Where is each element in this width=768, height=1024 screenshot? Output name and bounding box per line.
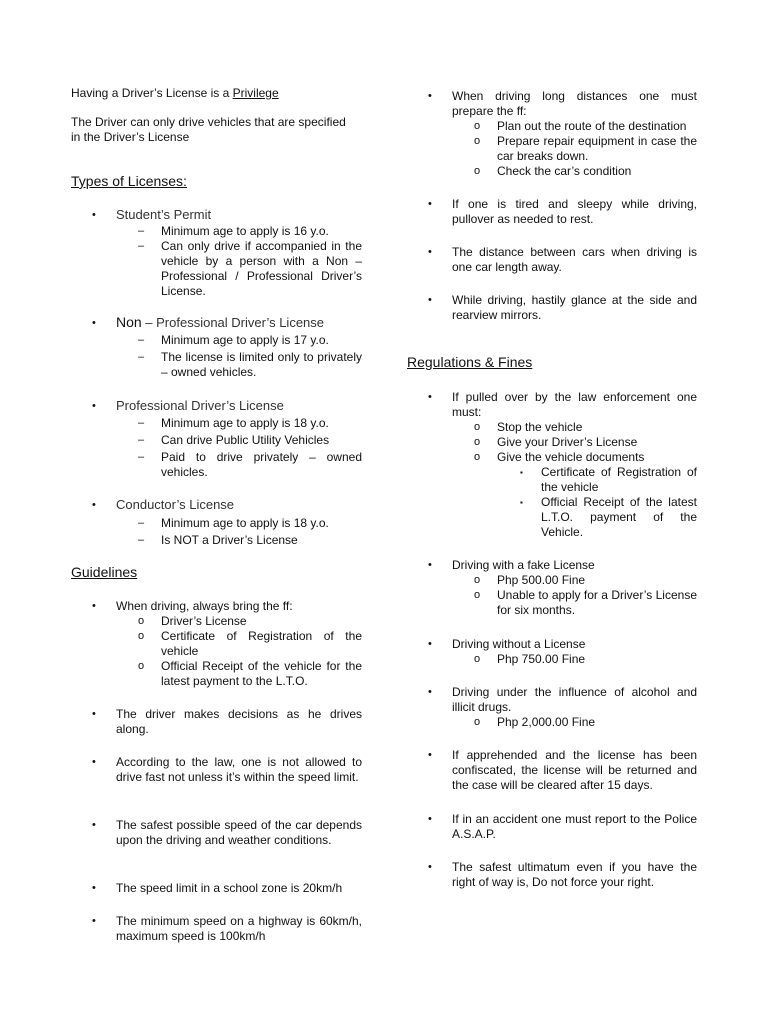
long-item-condition: Check the car’s condition (497, 164, 632, 178)
bullet-icon: • (92, 915, 96, 927)
nonpro-title-rest: – Professional Driver’s License (141, 315, 325, 330)
dash-icon: – (138, 534, 145, 546)
nonpro-item-limited: The license is limited only to privately – owned vehicles. (161, 350, 362, 379)
bullet-icon: • (428, 198, 432, 210)
bring-ff: When driving, always bring the ff: (116, 599, 293, 613)
guideline-school-zone: The speed limit in a school zone is 20km/h (116, 881, 343, 895)
influence-fine: Php 2,000.00 Fine (497, 715, 596, 729)
bullet-icon: • (428, 90, 432, 102)
square-bullet-icon: ▪ (520, 498, 523, 507)
bullet-icon: • (92, 209, 96, 221)
bullet-icon: • (92, 317, 96, 329)
bullet-icon: • (428, 246, 432, 258)
circle-bullet-icon: o (138, 615, 145, 627)
student-permit-title: Student’s Permit (116, 207, 212, 222)
bullet-icon: • (92, 499, 96, 511)
without-license: Driving without a License (452, 637, 586, 651)
circle-bullet-icon: o (474, 165, 481, 177)
guideline-tired: If one is tired and sleepy while driving, pullover as needed to rest. (452, 197, 697, 226)
dash-icon: – (138, 351, 145, 363)
bullet-icon: • (92, 708, 96, 720)
guideline-decisions: The driver makes decisions as he drives along. (116, 707, 362, 736)
bullet-icon: • (428, 686, 432, 698)
dash-icon: – (138, 451, 145, 463)
fake-fine: Php 500.00 Fine (497, 573, 586, 587)
dash-icon: – (138, 517, 145, 529)
circle-bullet-icon: o (474, 135, 481, 147)
ultimatum: The safest ultimatum even if you have the right of way is, Do not force your right. (452, 860, 697, 889)
circle-bullet-icon: o (474, 653, 481, 665)
pulled-over: If pulled over by the law enforcement one must: (452, 390, 697, 419)
conductor-license-title: Conductor’s License (116, 497, 235, 512)
pro-item-paid: Paid to drive privately – owned vehicles. (161, 450, 362, 479)
dash-icon: – (138, 434, 145, 446)
bullet-icon: • (428, 294, 432, 306)
privilege-word: Privilege (232, 86, 279, 100)
pro-license-title: Professional Driver’s License (116, 398, 284, 413)
square-bullet-icon: ▪ (520, 468, 523, 477)
bullet-icon: • (428, 861, 432, 873)
bullet-icon: • (428, 813, 432, 825)
circle-bullet-icon: o (474, 120, 481, 132)
nonpro-item-age: Minimum age to apply is 17 y.o. (161, 333, 329, 347)
pulled-item-license: Give your Driver’s License (497, 435, 638, 449)
dash-icon: – (138, 240, 145, 252)
accident: If in an accident one must report to the Police A.S.A.P. (452, 812, 697, 841)
pro-item-age: Minimum age to apply is 18 y.o. (161, 416, 329, 430)
privilege-prefix: Having a Driver’s License is a (71, 86, 233, 100)
driver-restriction-line2: in the Driver’s License (71, 130, 190, 144)
bullet-icon: • (92, 882, 96, 894)
fake-license: Driving with a fake License (452, 558, 595, 572)
nonpro-title-word: Non (116, 314, 142, 330)
bullet-icon: • (428, 638, 432, 650)
apprehended: If apprehended and the license has been confiscated, the license will be returned and the case will be cleared after 15 days. (452, 748, 697, 792)
conductor-item-not-license: Is NOT a Driver’s License (161, 533, 298, 547)
bring-item-registration: Certificate of Registration of the vehicle (161, 629, 362, 658)
privilege-statement (71, 86, 279, 101)
dash-icon: – (138, 225, 145, 237)
nonpro-license-title (116, 315, 362, 330)
guideline-mirrors: While driving, hastily glance at the side and rearview mirrors. (452, 293, 697, 322)
without-fine: Php 750.00 Fine (497, 652, 586, 666)
pulled-item-documents: Give the vehicle documents (497, 450, 645, 464)
bullet-icon: • (428, 559, 432, 571)
guideline-highway: The minimum speed on a highway is 60km/h, maximum speed is 100km/h (116, 914, 362, 943)
bullet-icon: • (92, 400, 96, 412)
long-item-route: Plan out the route of the destination (497, 119, 687, 133)
circle-bullet-icon: o (138, 630, 145, 642)
bullet-icon: • (92, 756, 96, 768)
guidelines-heading: Guidelines (71, 564, 138, 580)
guideline-distance: The distance between cars when driving is one car length away. (452, 245, 697, 274)
circle-bullet-icon: o (474, 436, 481, 448)
dash-icon: – (138, 417, 145, 429)
driver-restriction-line1: The Driver can only drive vehicles that are specified (71, 115, 346, 129)
circle-bullet-icon: o (474, 574, 481, 586)
student-item-accompanied: Can only drive if accompanied in the vehicle by a person with a Non – Professional / Professional Driver’s License. (161, 239, 362, 298)
bring-item-license: Driver’s License (161, 614, 247, 628)
guideline-safest-speed: The safest possible speed of the car depends upon the driving and weather conditions. (116, 818, 362, 847)
bullet-icon: • (92, 600, 96, 612)
fake-unable: Unable to apply for a Driver’s License for six months. (497, 588, 697, 617)
circle-bullet-icon: o (474, 451, 481, 463)
bring-item-receipt: Official Receipt of the vehicle for the latest payment to the L.T.O. (161, 659, 362, 688)
types-heading: Types of Licenses: (71, 173, 187, 189)
bullet-icon: • (428, 749, 432, 761)
long-item-repair: Prepare repair equipment in case the car breaks down. (497, 134, 697, 163)
dash-icon: – (138, 334, 145, 346)
guideline-law: According to the law, one is not allowed to drive fast not unless it’s within the speed limit. (116, 755, 362, 784)
long-distance: When driving long distances one must prepare the ff: (452, 89, 697, 118)
influence: Driving under the influence of alcohol and illicit drugs. (452, 685, 697, 714)
conductor-item-age: Minimum age to apply is 18 y.o. (161, 516, 329, 530)
circle-bullet-icon: o (474, 421, 481, 433)
bullet-icon: • (428, 391, 432, 403)
circle-bullet-icon: o (474, 716, 481, 728)
doc-registration: Certificate of Registration of the vehicle (541, 465, 697, 494)
circle-bullet-icon: o (474, 589, 481, 601)
pro-item-puv: Can drive Public Utility Vehicles (161, 433, 330, 447)
bullet-icon: • (92, 819, 96, 831)
regulations-heading: Regulations & Fines (407, 354, 533, 370)
student-item-age: Minimum age to apply is 16 y.o. (161, 224, 329, 238)
circle-bullet-icon: o (138, 660, 145, 672)
doc-receipt: Official Receipt of the latest L.T.O. payment of the Vehicle. (541, 495, 697, 539)
pulled-item-stop: Stop the vehicle (497, 420, 583, 434)
